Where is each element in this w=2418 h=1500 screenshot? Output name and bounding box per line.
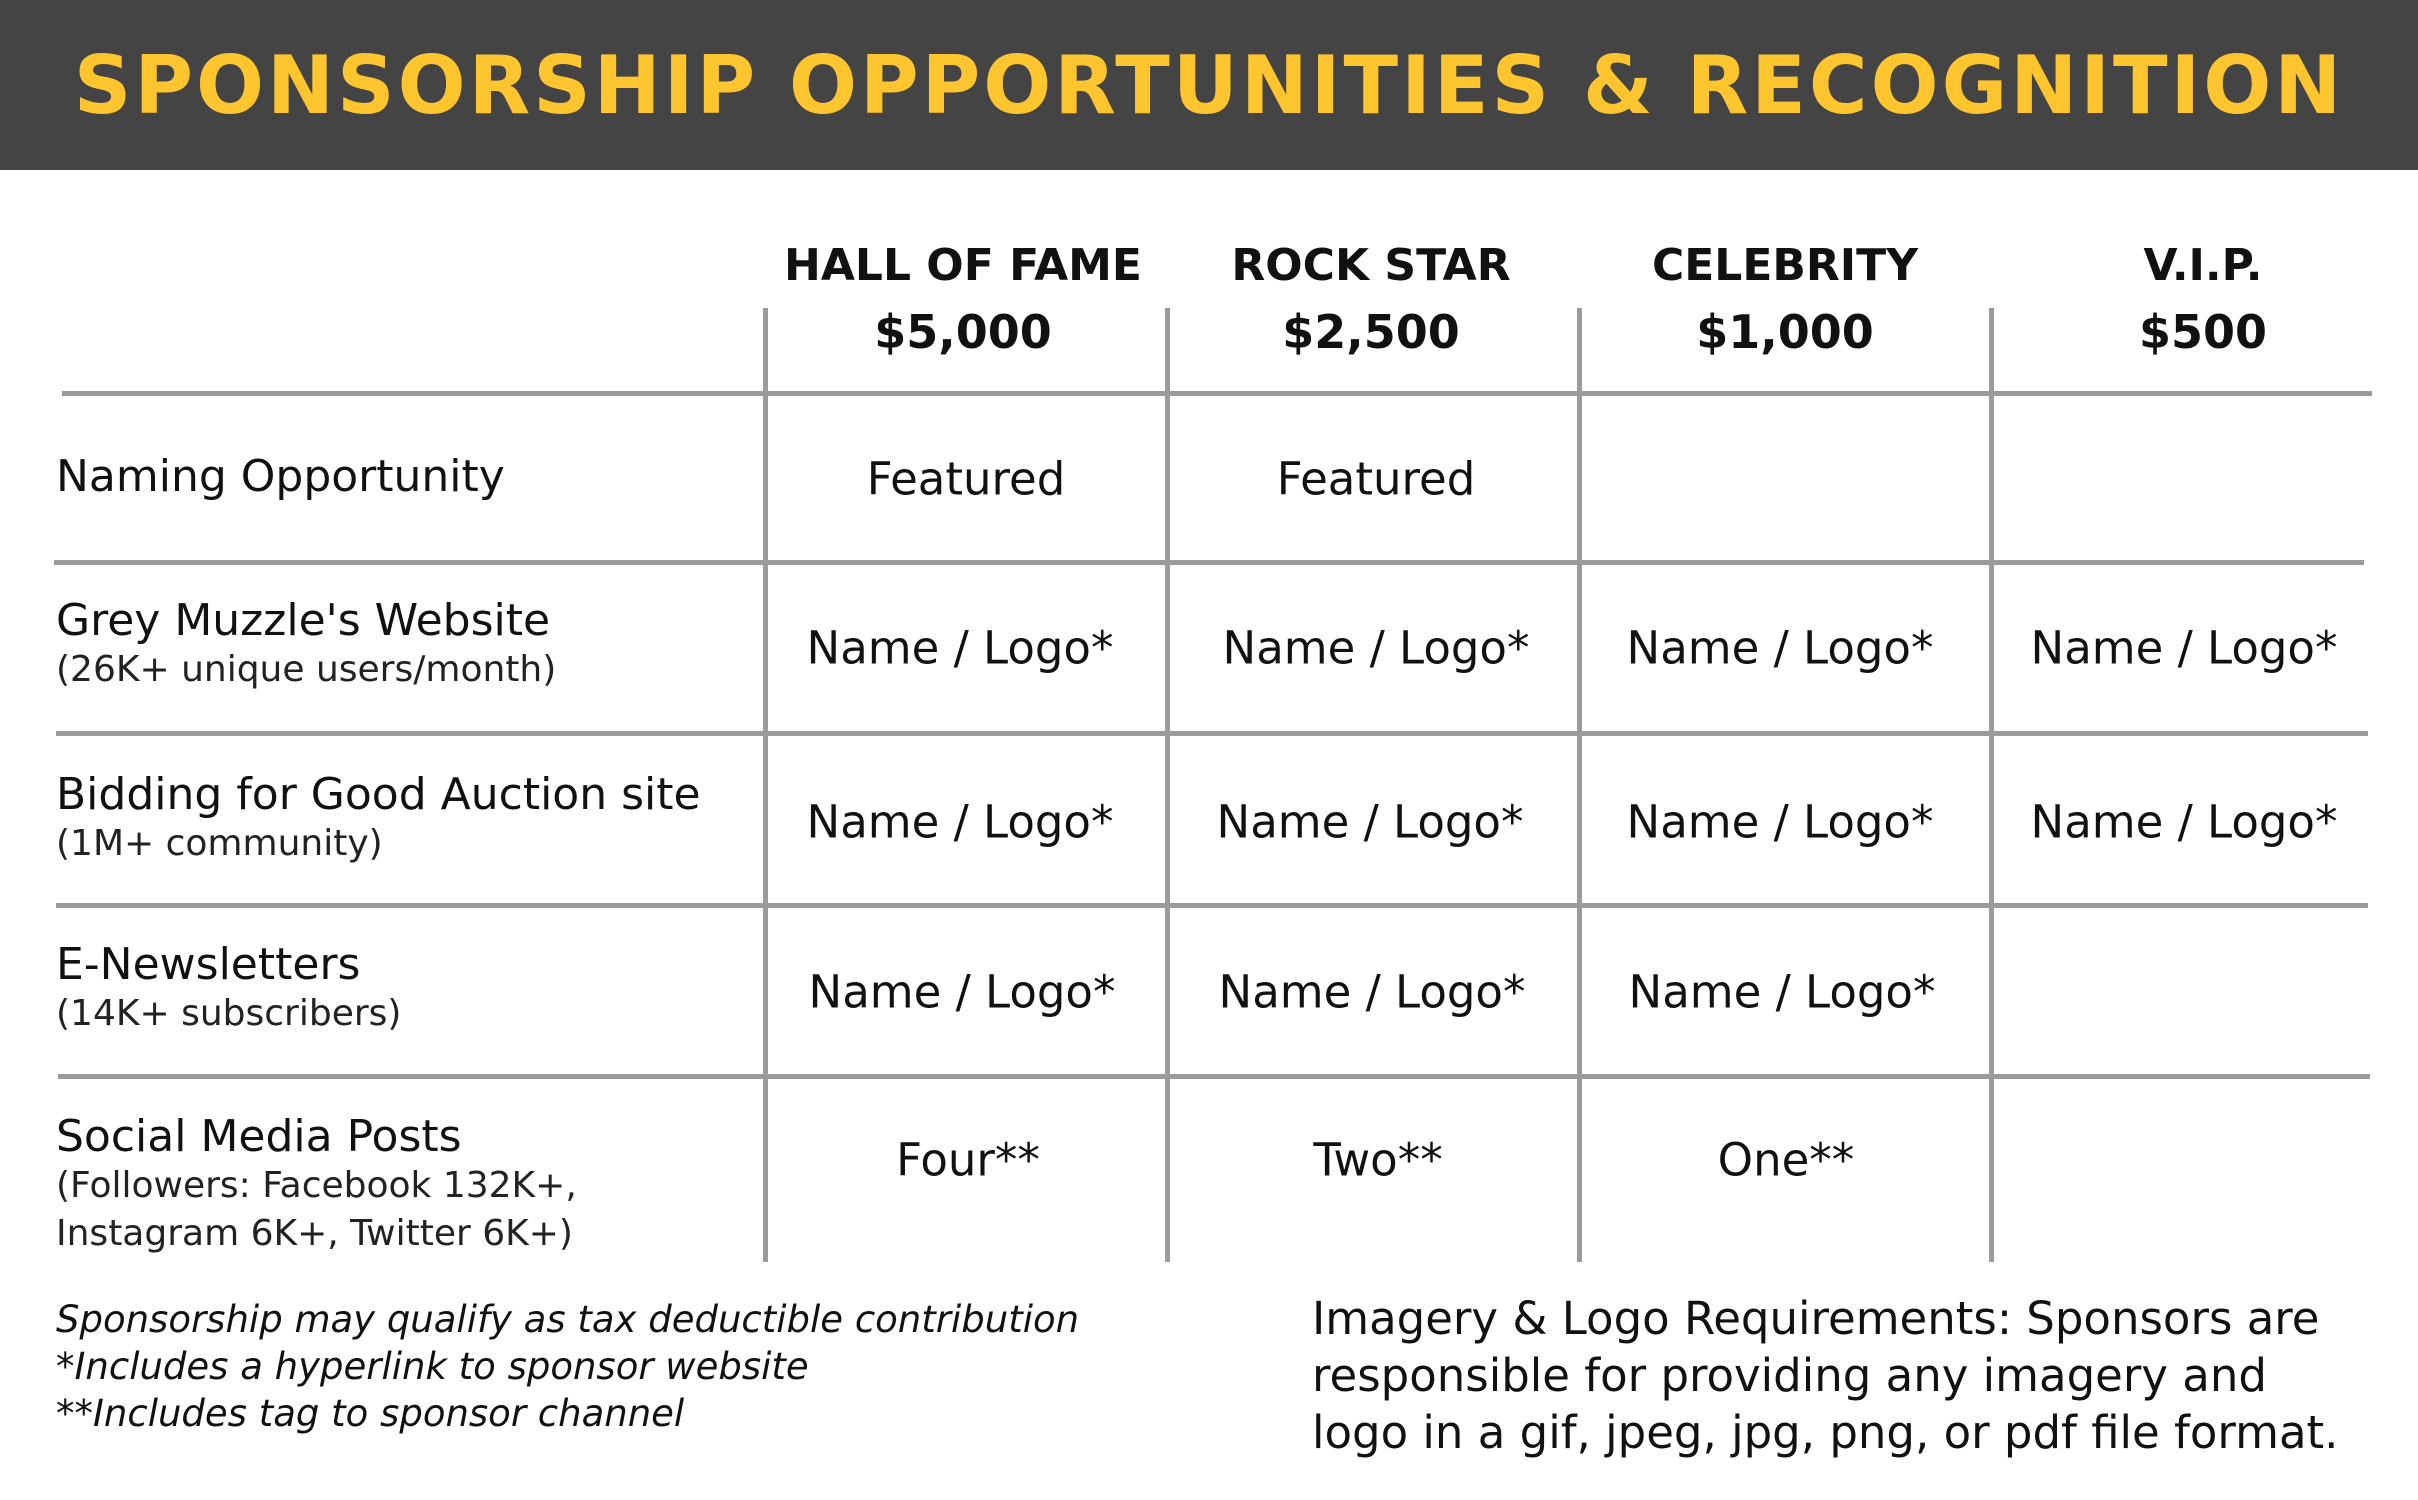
- tier-price: $1,000: [1696, 305, 1874, 359]
- row-divider: [54, 560, 2364, 565]
- row-subtitle: (1M+ community): [56, 823, 383, 864]
- row-label-auction-site: [56, 770, 701, 868]
- tier-header-rock-star: [1231, 240, 1510, 359]
- row-title: Naming Opportunity: [56, 451, 505, 502]
- requirements-text: Sponsors are: [2011, 1292, 2320, 1345]
- tier-price: $5,000: [874, 305, 1052, 359]
- requirements-text: responsible for providing any imagery and: [1312, 1349, 2267, 1402]
- row-title: E-Newsletters: [56, 939, 361, 990]
- cell-naming-hall-of-fame: Featured: [866, 452, 1066, 506]
- cell-naming-rock-star: Featured: [1276, 452, 1476, 506]
- row-title: Bidding for Good Auction site: [56, 769, 701, 820]
- tier-price: $500: [2138, 305, 2268, 359]
- tier-name: V.I.P.: [2143, 240, 2263, 291]
- cell-auction-celebrity: Name / Logo*: [1626, 795, 1934, 849]
- row-title: Social Media Posts: [56, 1111, 462, 1162]
- header-divider: [62, 391, 2372, 396]
- tier-price: $2,500: [1282, 305, 1460, 359]
- row-title: Grey Muzzle's Website: [56, 595, 551, 646]
- footnote: *Includes a hyperlink to sponsor website: [56, 1345, 809, 1388]
- cell-auction-hall-of-fame: Name / Logo*: [806, 795, 1114, 849]
- row-label-website: [56, 596, 556, 694]
- footnotes: [56, 1296, 1079, 1437]
- row-label-social-media: [56, 1112, 577, 1258]
- requirements-text: logo in a gif, jpeg, jpg, png, or pdf file format.: [1312, 1406, 2339, 1459]
- tier-header-hall-of-fame: [784, 240, 1142, 359]
- cell-social-hall-of-fame: Four**: [896, 1133, 1040, 1187]
- row-divider: [56, 731, 2368, 736]
- column-divider: [1577, 308, 1582, 1262]
- title-banner: [0, 0, 2418, 170]
- column-divider: [1165, 308, 1170, 1262]
- column-divider: [763, 308, 768, 1262]
- row-subtitle: (14K+ subscribers): [56, 993, 402, 1034]
- cell-website-rock-star: Name / Logo*: [1222, 621, 1530, 675]
- cell-newsletter-rock-star: Name / Logo*: [1218, 965, 1526, 1019]
- cell-website-celebrity: Name / Logo*: [1626, 621, 1934, 675]
- cell-website-vip: Name / Logo*: [2030, 621, 2338, 675]
- row-label-e-newsletters: [56, 940, 401, 1038]
- logo-requirements: [1312, 1290, 2392, 1461]
- cell-social-celebrity: One**: [1717, 1133, 1855, 1187]
- cell-auction-vip: Name / Logo*: [2030, 795, 2338, 849]
- cell-newsletter-celebrity: Name / Logo*: [1628, 965, 1936, 1019]
- row-subtitle: Instagram 6K+, Twitter 6K+): [56, 1213, 573, 1254]
- cell-newsletter-hall-of-fame: Name / Logo*: [808, 965, 1116, 1019]
- tier-name: CELEBRITY: [1651, 240, 1919, 291]
- footnote: Sponsorship may qualify as tax deductible contribution: [56, 1298, 1080, 1341]
- footnote: **Includes tag to sponsor channel: [56, 1392, 685, 1435]
- row-subtitle: (26K+ unique users/month): [56, 649, 557, 690]
- cell-social-rock-star: Two**: [1313, 1133, 1443, 1187]
- cell-auction-rock-star: Name / Logo*: [1216, 795, 1524, 849]
- tier-header-celebrity: [1652, 240, 1918, 359]
- row-subtitle: (Followers: Facebook 132K+,: [56, 1165, 577, 1206]
- tier-name: HALL OF FAME: [784, 240, 1142, 291]
- tier-name: ROCK STAR: [1231, 240, 1511, 291]
- row-divider: [58, 1074, 2370, 1079]
- tier-header-vip: [2139, 240, 2267, 359]
- page-title: SPONSORSHIP OPPORTUNITIES & RECOGNITION: [73, 38, 2345, 132]
- requirements-heading: Imagery & Logo Requirements:: [1312, 1292, 2012, 1345]
- row-label-naming-opportunity: [56, 452, 505, 502]
- row-divider: [56, 903, 2368, 908]
- column-divider: [1989, 308, 1994, 1262]
- cell-website-hall-of-fame: Name / Logo*: [806, 621, 1114, 675]
